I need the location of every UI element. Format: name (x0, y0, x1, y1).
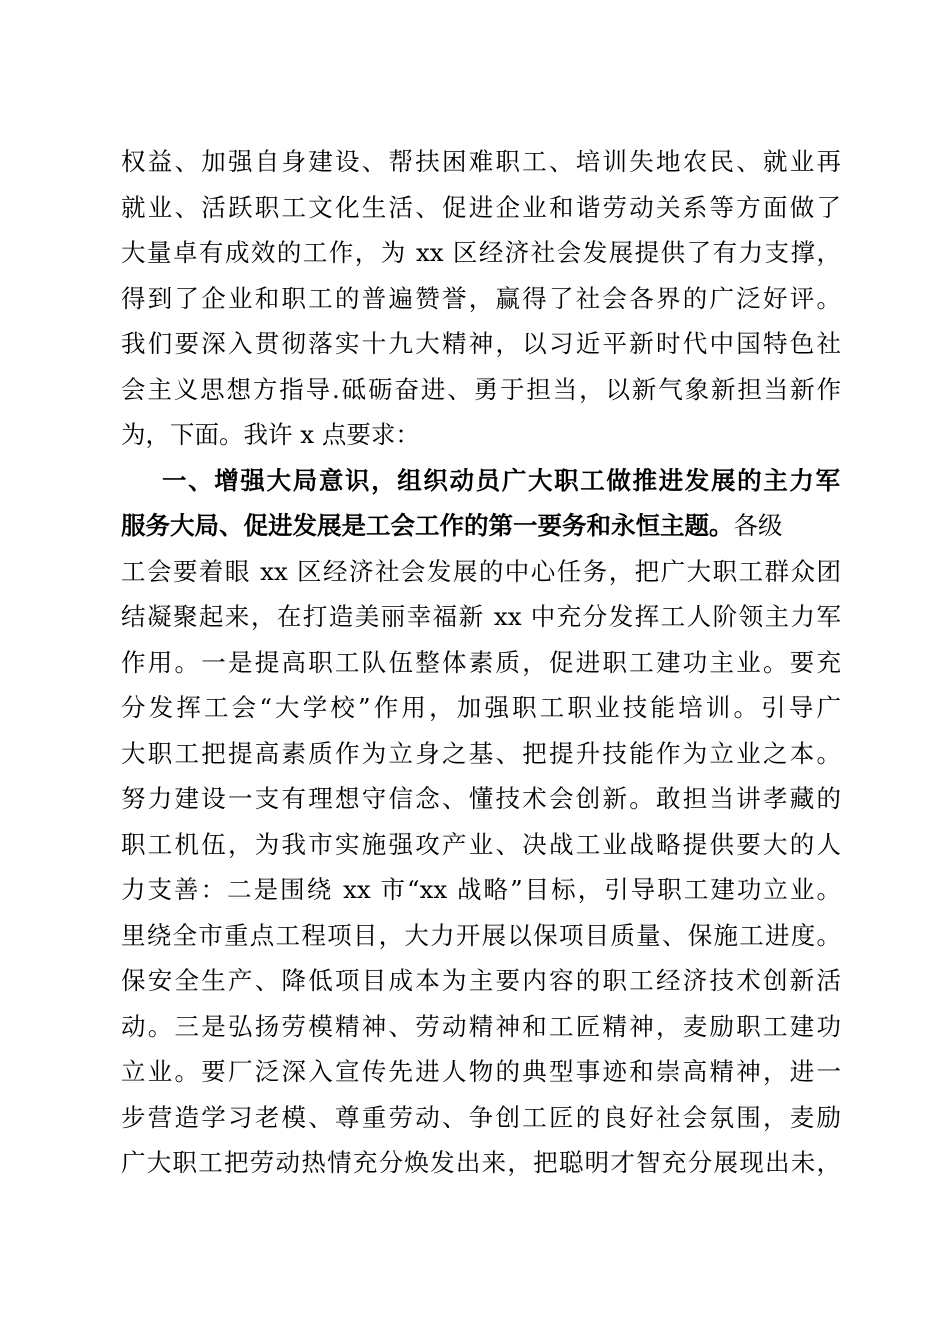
paragraph-line-11: 结凝聚起来，在打造美丽幸福新 xx 中充分发挥工人阶领主力军 (121, 602, 841, 631)
paragraph-line-13: 分发挥工会“大学校”作用，加强职工职业技能培训。引导广 (121, 693, 841, 722)
paragraph-line-18: 里绕全市重点工程项目，大力开展以保项目质量、保施工进度。 (121, 921, 841, 950)
paragraph-line-5: 我们要深入贯彻落实十九大精神，以习近平新时代中国特色社 (121, 329, 841, 358)
paragraph-line-20: 动。三是弘扬劳模精神、劳动精神和工匠精神，麦励职工建功 (121, 1012, 841, 1041)
paragraph-line-22: 步营造学习老模、尊重劳动、争创工匠的良好社会氛围，麦励 (121, 1103, 841, 1132)
paragraph-line-4: 得到了企业和职工的普遍赞誉，赢得了社会各界的广泛好评。 (121, 284, 841, 313)
section-lead-continuation: 各级 (733, 511, 783, 540)
section-heading-1: 一、增强大局意识，组织动员广大职工做推进发展的主力军 (162, 466, 840, 495)
paragraph-line-19: 保安全生产、降低项目成本为主要内容的职工经济技术创新活 (121, 966, 841, 995)
paragraph-line-10: 工会要着眼 xx 区经济社会发展的中心任务，把广大职工群众团 (121, 557, 841, 586)
paragraph-line-3: 大量卓有成效的工作，为 xx 区经济社会发展提供了有力支撑， (121, 238, 841, 267)
paragraph-line-2: 就业、活跃职工文化生活、促进企业和谐劳动关系等方面做了 (121, 193, 841, 222)
section-lead-line (121, 506, 841, 546)
paragraph-line-1: 权益、加强自身建设、帮扶困难职工、培训失地农民、就业再 (121, 147, 841, 176)
paragraph-line-17: 力支善：二是围绕 xx 市“xx 战略”目标，引导职工建功立业。 (121, 875, 841, 904)
paragraph-line-16: 职工机伍，为我市实施强攻产业、决战工业战略提供要大的人 (121, 830, 841, 859)
paragraph-line-15: 努力建设一支有理想守信念、懂技术会创新。敢担当讲孝藏的 (121, 784, 841, 813)
paragraph-line-14: 大职工把提高素质作为立身之基、把提升技能作为立业之本。 (121, 739, 841, 768)
paragraph-line-23: 广大职工把劳动热情充分焕发出来，把聪明才智充分展现出未， (121, 1148, 841, 1177)
paragraph-line-12: 作用。一是提高职工队伍整体素质，促进职工建功主业。要充 (121, 648, 841, 677)
paragraph-line-7: 为，下面。我许 x 点要求： (121, 420, 420, 449)
paragraph-line-21: 立业。要厂泛深入宣传先进人物的典型事迹和崇高精神，进一 (121, 1057, 841, 1086)
section-lead-sentence: 服务大局、促进发展是工会工作的第一要务和永恒主题。 (121, 511, 734, 540)
paragraph-line-6: 会主义思想方指导.砥砺奋进、勇于担当，以新气象新担当新作 (121, 375, 841, 404)
